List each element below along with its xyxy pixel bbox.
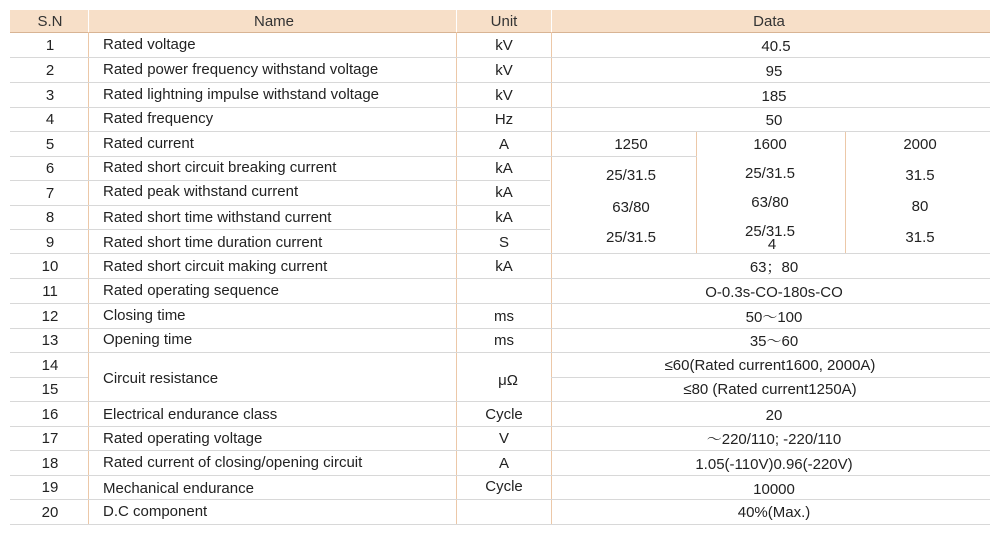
unit-19: Cycle [485, 478, 523, 495]
sn-6: 6 [45, 160, 55, 177]
unit-circuit-resistance: μΩ [498, 372, 518, 389]
data-endurance-class: 20 [765, 407, 783, 424]
row-divider [10, 107, 990, 108]
unit-4: Hz [494, 111, 514, 128]
row-divider [10, 450, 990, 451]
unit-7: kA [495, 184, 513, 201]
row-divider [10, 205, 550, 206]
unit-12: ms [494, 308, 514, 325]
row-divider [10, 475, 990, 476]
data-making-current: 63；80 [749, 259, 799, 276]
unit-1: kV [495, 37, 513, 54]
name-19: Mechanical endurance [103, 480, 254, 497]
sn-17: 17 [41, 430, 59, 447]
data-1600-peak: 63/80 [751, 194, 789, 211]
data-current-1250: 1250 [614, 136, 648, 153]
data-1250-peak: 63/80 [612, 199, 650, 216]
name-1: Rated voltage [103, 36, 196, 53]
header-data: Data [753, 13, 785, 30]
row-divider [10, 278, 990, 279]
data-1600-breaking: 25/31.5 [744, 165, 796, 182]
column-divider [845, 131, 846, 253]
sn-19: 19 [41, 479, 59, 496]
data-rated-voltage: 40.5 [761, 38, 791, 55]
sn-3: 3 [45, 87, 55, 104]
row-divider [10, 352, 990, 353]
unit-17: V [498, 430, 510, 447]
header-unit: Unit [490, 13, 518, 30]
data-operating-sequence: O-0.3s-CO-180s-CO [705, 284, 843, 301]
row-divider [10, 156, 697, 157]
row-divider [10, 253, 990, 254]
data-current-2000: 2000 [903, 136, 937, 153]
column-divider [696, 131, 697, 253]
sn-1: 1 [45, 37, 55, 54]
sn-2: 2 [45, 62, 55, 79]
data-1250-short-time: 25/31.5 [605, 229, 657, 246]
unit-8: kA [495, 209, 513, 226]
data-power-frequency: 95 [765, 63, 783, 80]
data-dc-component: 40%(Max.) [737, 504, 811, 521]
data-lightning-impulse: 185 [761, 88, 787, 105]
sn-8: 8 [45, 209, 55, 226]
sn-20: 20 [41, 504, 59, 521]
name-10: Rated short circuit making current [103, 258, 328, 275]
name-11: Rated operating sequence [103, 282, 279, 299]
data-2000-short-time: 31.5 [905, 229, 935, 246]
header-sn: S.N [37, 13, 63, 30]
data-closing-opening-current: 1.05(-110V)0.96(-220V) [695, 456, 853, 473]
unit-13: ms [494, 332, 514, 349]
data-resistance-1250: ≤80 (Rated current1250A) [683, 381, 857, 398]
data-opening-time: 35～60 [749, 333, 799, 350]
sn-14: 14 [41, 357, 59, 374]
sn-10: 10 [41, 258, 59, 275]
data-operating-voltage: ～220/110; -220/110 [706, 431, 842, 448]
data-1600-short-time: 25/31.5 [744, 223, 796, 240]
unit-18: A [498, 455, 510, 472]
unit-3: kV [495, 87, 513, 104]
name-4: Rated frequency [103, 110, 214, 127]
sn-11: 11 [42, 283, 58, 300]
data-2000-peak: 80 [911, 198, 929, 215]
sn-5: 5 [45, 136, 55, 153]
name-7: Rated peak withstand current [103, 183, 299, 200]
sn-7: 7 [45, 185, 55, 202]
row-divider [10, 401, 990, 402]
name-13: Opening time [103, 331, 193, 348]
name-9: Rated short time duration current [103, 234, 323, 251]
data-resistance-1600-2000: ≤60(Rated current1600, 2000A) [664, 357, 876, 374]
row-divider [10, 524, 990, 525]
sn-12: 12 [41, 308, 59, 325]
unit-9: S [498, 234, 510, 251]
row-divider [551, 377, 990, 378]
row-divider [10, 180, 550, 181]
row-divider [10, 229, 550, 230]
name-18: Rated current of closing/opening circuit [103, 454, 363, 471]
data-1600-duration: 4 [767, 236, 777, 253]
row-divider [10, 499, 990, 500]
sn-13: 13 [41, 332, 59, 349]
data-1250-breaking: 25/31.5 [605, 167, 657, 184]
row-divider [10, 131, 990, 132]
sn-18: 18 [41, 455, 59, 472]
row-divider [10, 377, 88, 378]
data-rated-frequency: 50 [765, 112, 783, 129]
sn-16: 16 [41, 406, 59, 423]
unit-5: A [498, 136, 510, 153]
name-16: Electrical endurance class [103, 406, 278, 423]
sn-4: 4 [45, 111, 55, 128]
name-2: Rated power frequency withstand voltage [103, 61, 379, 78]
row-divider [10, 328, 990, 329]
name-12: Closing time [103, 307, 186, 324]
name-3: Rated lightning impulse withstand voltage [103, 86, 379, 103]
data-2000-breaking: 31.5 [905, 167, 935, 184]
name-5: Rated current [103, 135, 194, 152]
unit-10: kA [495, 258, 513, 275]
header-bottom-line [10, 32, 990, 33]
sn-9: 9 [45, 234, 55, 251]
name-17: Rated operating voltage [103, 430, 263, 447]
header-name: Name [253, 13, 295, 30]
row-divider [10, 426, 990, 427]
data-mechanical-endurance: 10000 [753, 481, 795, 498]
unit-16: Cycle [485, 406, 523, 423]
name-6: Rated short circuit breaking current [103, 159, 337, 176]
name-20: D.C component [103, 503, 208, 520]
row-divider [10, 82, 990, 83]
row-divider [10, 303, 990, 304]
name-circuit-resistance: Circuit resistance [103, 370, 219, 387]
row-divider [10, 57, 990, 58]
unit-2: kV [495, 62, 513, 79]
unit-6: kA [495, 160, 513, 177]
sn-15: 15 [41, 381, 59, 398]
data-current-1600: 1600 [753, 136, 787, 153]
data-closing-time: 50～100 [745, 309, 803, 326]
name-8: Rated short time withstand current [103, 209, 332, 226]
